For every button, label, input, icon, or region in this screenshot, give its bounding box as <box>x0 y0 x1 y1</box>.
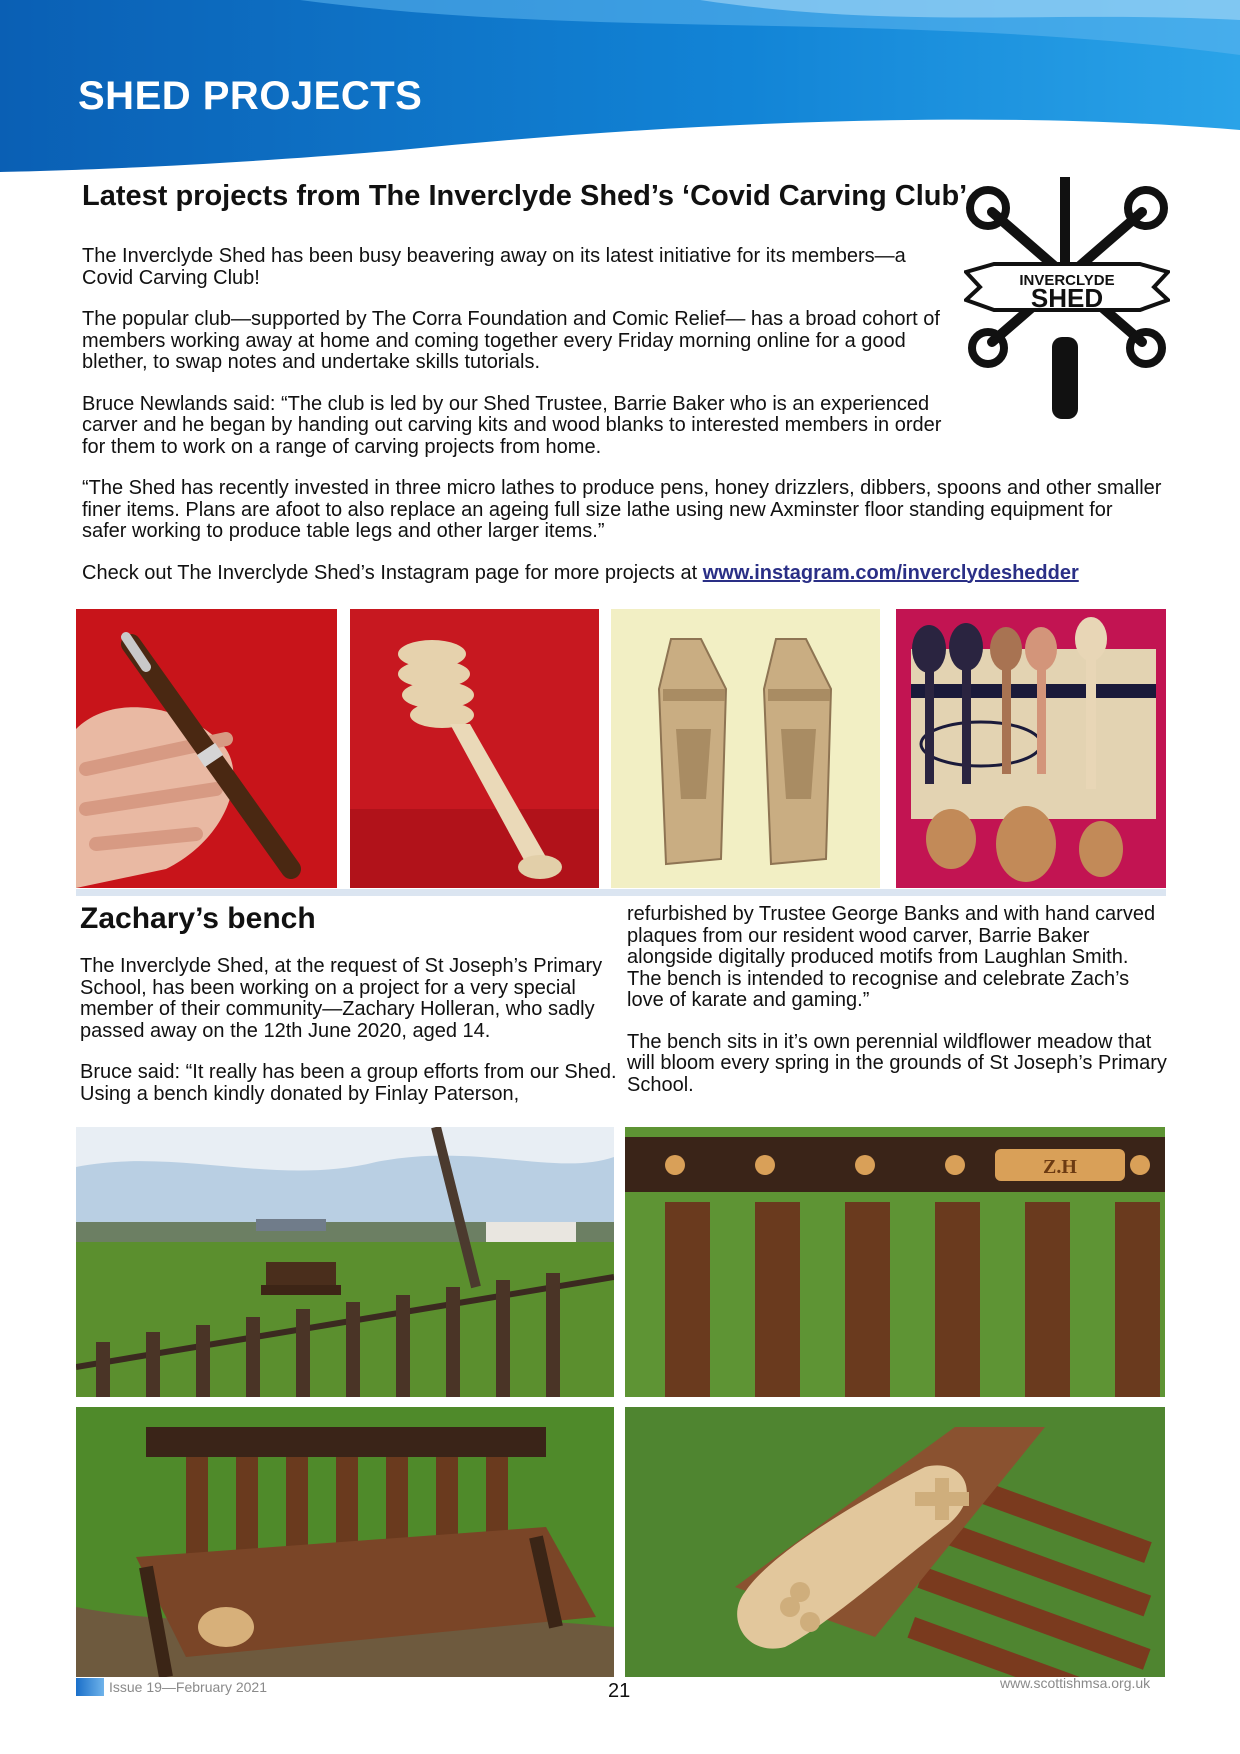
paragraph: refurbished by Trustee George Banks and with hand carved plaques from our resident wood carver, Barrie Baker alongside digitally produced motifs from Laughlan Smith. The bench is intended to recognise and celebrate Zach’s love of karate and gaming.” <box>627 903 1156 1011</box>
article-intro <box>82 246 962 478</box>
instagram-link[interactable]: www.instagram.com/inverclydeshedder <box>702 561 1079 584</box>
photo-bench-meadow <box>76 1127 614 1397</box>
logo-line1: INVERCLYDE <box>1019 272 1115 289</box>
article2-title: Zachary’s bench <box>80 902 316 935</box>
article2-column-left <box>80 956 620 1125</box>
section-title: SHED PROJECTS <box>78 74 423 118</box>
footer-bar <box>76 1678 104 1696</box>
paragraph: “The Shed has recently invested in three micro lathes to produce pens, honey drizzlers, dibbers, spoons and other smaller finer items. Plans are afoot to also replace an ageing full size lathe using new Axminster floor standing equipment for safer working to produce table legs and other larger items.” <box>82 477 1162 542</box>
section-divider <box>76 889 1166 896</box>
paragraph: The popular club—supported by The Corra Foundation and Comic Relief— has a broad cohort of members working away at home and coming together every Friday morning online for a good blether, to swap notes and undertake skills tutorials. <box>82 308 940 373</box>
article-body-full <box>82 478 1162 604</box>
paragraph: The Inverclyde Shed has been busy beavering away on its latest initiative for its members—a Covid Carving Club! <box>82 245 906 289</box>
page-number: 21 <box>608 1680 631 1702</box>
inverclyde-shed-logo <box>964 172 1170 427</box>
paragraph: Bruce said: “It really has been a group efforts from our Shed. Using a bench kindly donated by Finlay Paterson, <box>80 1061 617 1105</box>
paragraph: The bench sits in it’s own perennial wildflower meadow that will bloom every spring in the grounds of St Joseph’s Primary School. <box>627 1030 1167 1096</box>
instagram-prefix: Check out The Inverclyde Shed’s Instagram page for more projects at <box>82 561 703 584</box>
photo-armrest-carving <box>625 1407 1165 1677</box>
article-title: Latest projects from The Inverclyde Shed’s ‘Covid Carving Club’ <box>82 180 968 212</box>
photo-carved-gnomes <box>611 609 880 888</box>
logo-line2: SHED <box>1030 283 1104 313</box>
photo-honey-drizzler <box>350 609 599 888</box>
footer-url[interactable]: www.scottishmsa.org.uk <box>1000 1675 1151 1691</box>
footer-issue: Issue 19—February 2021 <box>109 1679 267 1695</box>
photo-pen <box>76 609 337 888</box>
photo-bench-front <box>76 1407 614 1677</box>
paragraph: Bruce Newlands said: “The club is led by our Shed Trustee, Barrie Baker who is an experienced carver and he began by handing out carving kits and wood blanks to interested members in order for them to work on a range of carving projects from home. <box>82 392 942 458</box>
article2-column-right <box>627 904 1167 1116</box>
plaque-text: Z.H <box>1043 1156 1077 1178</box>
paragraph: The Inverclyde Shed, at the request of St Joseph’s Primary School, has been working on a project for a very special member of their community—Zachary Holleran, who sadly passed away on the 12th June 2020, aged 14. <box>80 955 603 1042</box>
photo-bench-back-plaques <box>625 1127 1165 1397</box>
instagram-line <box>82 563 1162 585</box>
photo-spoons <box>896 609 1166 888</box>
